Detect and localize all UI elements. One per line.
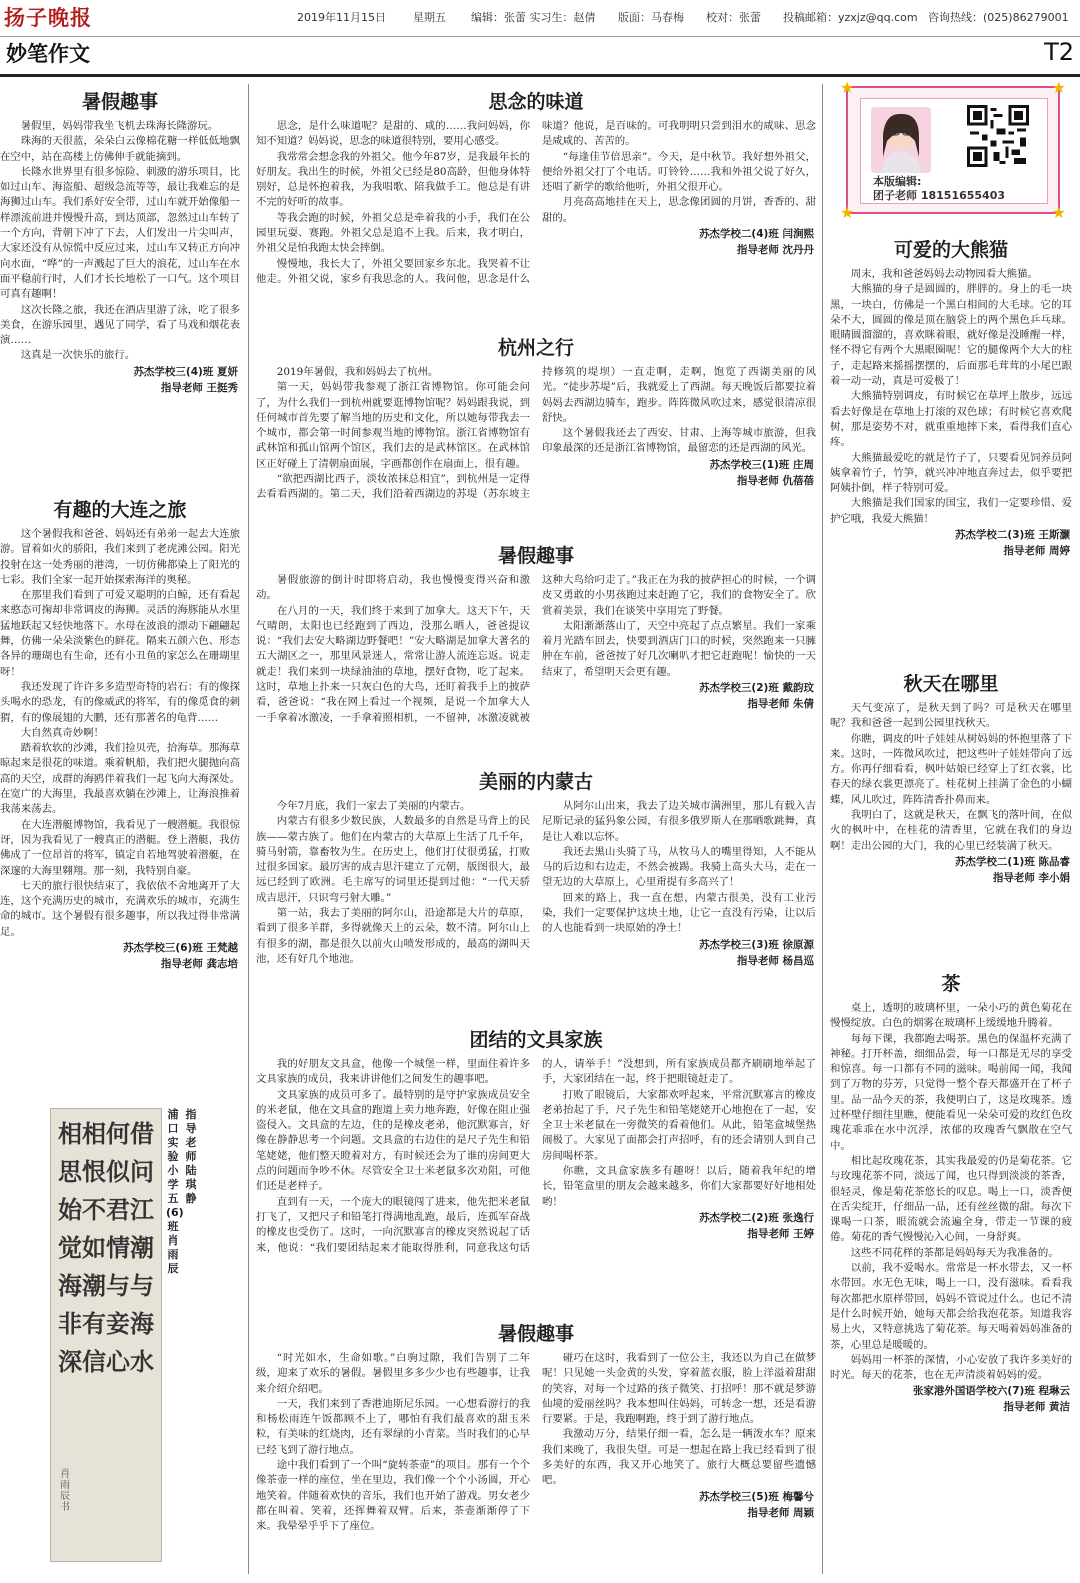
paragraph: 我常常会想念我的外祖父。他今年87岁，是我最年长的好朋友。我出生的时候，外祖父已经是80高龄，但他身体特别好，总是怀抱着我，为我唱歌、陪我做手工。他总是有讲不完的好听的故事。 (256, 150, 530, 209)
paragraph: “时光如水，生命如歌。”白驹过隙，我们告别了二年级，迎来了欢乐的暑假。暑假里多多少少也有些趣事，让我来介绍介绍吧。 (256, 1352, 530, 1395)
author-line: 苏杰学校三(1)班 庄周 (709, 458, 814, 471)
article-body (256, 365, 816, 503)
editor-label: 本版编辑: (873, 175, 922, 188)
paragraph: 每每下课，我都跑去喝茶。黑色的保温杯充满了神秘。打开杯盖，细细品尝，每一口都是无尽的享受和惊喜。每一口都有不同的滋味。喝前闻一闻，我闻到了万物的芬芳，只觉得一整个春天都盛开在了杯子里。品一品今天的茶，我便明白了，这是玫瑰茶。透过杯壁仔细往里瞧，便能看见一朵朵可爱的玫红色玫瑰花乖乖在水中沉浮，浓郁的玫瑰香气飘散在空气中。 (830, 1032, 1072, 1152)
paragraph: 你瞧，文具盒家族多有趣呀！以后，随着我年纪的增长，铅笔盒里的朋友会越来越多，你们大家都要好好地相处哟！ (542, 1165, 816, 1208)
calligraphy-line: 借问江潮与海水 (130, 1119, 154, 1376)
paragraph: 今年7月底，我们一家去了美丽的内蒙古。 (276, 800, 471, 812)
paragraph: 打败了眼镜后，大家都欢呼起来，平常沉默寡言的橡皮老弟抬起了手，尺子先生和铅笔姥姥开心地抱在了一起，安全卫士米老鼠在一旁微笑的看着他们。从此，铅笔盒城堡热闹极了。大家见了面都会打声招呼，有的还会请别人到自己房间喝杯茶。 (542, 1088, 816, 1162)
paragraph: 回来的路上，我一直在想，内蒙古很美，没有工业污染，我们一定要保护这块土地，让它一直没有污染，让以后的人也能看到一块原始的净土！ (542, 891, 816, 935)
article-body (256, 1057, 816, 1256)
issue-weekday: 星期五 (413, 11, 446, 24)
teacher-line: 指导老师 杨昌巡 (736, 954, 814, 967)
article-where-is-autumn (830, 672, 1072, 944)
author-line: 苏杰学校三(4)班 夏妍 (133, 365, 238, 378)
paragraph: 慢慢地，我长大了，外祖父要回家乡东北。我哭着不让他走。外祖父说，家乡有我思念的人。我问他，思念是什么味道？他说，是百味的。可我明明只尝到泪水的咸味、思念是咸咸的、苦苦的。 (256, 120, 816, 285)
paragraph: 这个暑假我还去了西安、甘肃、上海等城市旅游，但我印象最深的还是浙江省博物馆，最留恋的还是西湖的风光。 (542, 427, 816, 455)
paragraph: 这些不同花样的茶都是妈妈每天为我准备的。 (850, 1246, 1059, 1259)
paragraph: 踏着软软的沙滩，我们捡贝壳，拾海草。那海草晾起来是很花的味道。乘着帆船，我们把火腿抛向高高的天空，成群的海鸥伴着我们一起飞向大海深处。在宽广的大海里，我最喜欢躺在沙滩上，让海浪推着我荡来荡去。 (0, 742, 240, 816)
article-stationery-family (256, 1028, 816, 1310)
article-summer-fun-1 (0, 90, 240, 480)
paragraph: 天气变凉了，是秋天到了吗？可是秋天在哪里呢？我和爸爸一起到公园里找秋天。 (830, 702, 1072, 730)
paragraph: 周末，我和爸爸妈妈去动物园看大熊猫。 (850, 268, 1038, 280)
paragraph: 这次长隆之旅，我还在酒店里游了泳，吃了很多美食，在游乐园里，遇见了同学，看了马戏和烟花表演…… (0, 303, 240, 347)
article-title: 暑假趣事 (497, 545, 574, 567)
paragraph: 在那里我们看到了可爱又聪明的白鲸，还有看起来憨态可掬却非常调皮的海狮。灵活的海豚能从水里猛地跃起又轻快地落下。水母在波浪的漂动下翩翩起舞，仿佛一朵朵淡紫色的鲜花。隔来五颜六色、形态各异的珊瑚也有生命，还有小丑鱼的家怎么在珊瑚里呀！ (0, 589, 240, 678)
teacher-line: 指导老师 沈丹丹 (736, 244, 814, 257)
paragraph: 暑假里，妈妈带我坐飞机去珠海长隆游玩。 (20, 120, 219, 132)
hotline: 咨询热线：(025)86279001 (928, 11, 1069, 24)
author-line: 苏杰学校三(6)班 王梵越 (122, 942, 238, 955)
article-title: 可爱的大熊猫 (893, 239, 1008, 261)
article-title: 有趣的大连之旅 (53, 499, 187, 521)
editor-credit: 编辑：张蕾 实习生：赵倩 (471, 11, 596, 24)
article-body (256, 119, 816, 287)
article-body (256, 573, 816, 726)
article-missing-taste (256, 90, 816, 326)
star-icon: ★ (1051, 203, 1066, 222)
paragraph: 2019年暑假，我和妈妈去了杭州。 (276, 366, 439, 378)
paragraph: 途中我们看到了一个叫“旋转茶壶”的项目。那有一个个像茶壶一样的座位，坐在里边，我们像一个个小汤圆，开心地笑着。伴随着欢快的音乐，我们也开始了游戏。男女老少都在叫着、笑着，还挥舞着双臂。后来，茶壶渐渐停了下来。我晕晕乎乎下了座位。 (256, 1459, 530, 1533)
paragraph: 第一天，妈妈带我参观了浙江省博物馆。你可能会问了，为什么我们一到杭州就要逛博物馆呢？妈妈跟我说，到任何城市首先要了解当地的历史和文化，所以她每带我去一个城市，都会第一时间参观当地的博物馆。浙江省博物馆有武林馆和孤山馆两个馆区，我们去的是武林馆区。在武林馆区正好碰上了清朝扇面展，字画都创作在扇面上，很有趣。 (256, 381, 530, 470)
article-giant-panda (830, 238, 1072, 630)
teacher-line: 指导老师 朱倩 (747, 698, 814, 711)
calligraphy-teacher-credit: 指导老师 陆琪静 (185, 1108, 197, 1205)
editor-card-inner (860, 98, 1048, 204)
calligraphy-column-4-holder (24, 1108, 48, 1568)
article-title: 团结的文具家族 (469, 1029, 603, 1051)
calligraphy-student-credit: 浦口实验小学五(6)班 肖雨辰 (166, 1108, 184, 1275)
teacher-line: 指导老师 周婷 (1003, 545, 1070, 558)
paragraph: “每逢佳节倍思亲”。今天，是中秋节。我好想外祖父，便给外祖父打了个电话。叮铃铃……我和外祖父说了好久，还唱了新学的歌给他听，外祖父很开心。 (542, 150, 816, 194)
author-line: 苏杰学校三(2)班 戴韵玟 (698, 682, 814, 695)
header-rule (0, 74, 1080, 77)
article-title: 秋天在哪里 (903, 673, 999, 695)
teacher-line: 指导老师 王挺秀 (160, 381, 238, 394)
author-line: 苏杰学校二(4)班 闫涧熙 (698, 228, 814, 241)
paragraph: 你瞧，调皮的叶子娃娃从树妈妈的怀抱里落了下来。这时，一阵微风吹过，把这些叶子娃娃带向了远方。你再仔细看看，枫叶姑娘已经穿上了红衣裳，比春天的绿衣裳更漂亮了。桂花树上挂满了金色的小蝴蝶，风儿吹过，阵阵清香扑鼻而来。 (830, 732, 1072, 806)
teacher-line: 指导老师 李小娟 (992, 871, 1070, 884)
article-summer-fun-2 (256, 544, 816, 762)
paragraph: 在大连潜艇博物馆，我看见了一艘潜艇。我很惊讶，因为我看见了一艘真正的潜艇。登上潜艇，我仿佛成了一位昂首的将军，镇定自若地驾驶着潜艇，在深邃的大海里翱翔。那一刻，我特别自豪。 (0, 818, 240, 877)
paragraph: 思念，是什么味道呢？是甜的、咸的……我问妈妈，你知不知道？妈妈说，思念的味道很特别，要用心感受。 (256, 120, 530, 148)
column-divider (248, 84, 249, 1574)
paragraph: 我激动万分，结果仔细一看，怎么是一辆泼水车？原来我们来晚了，我很失望。可是一想起在路上我已经看到了很多美好的东西，我又开心地笑了。旅行大概总要留些遗憾吧。 (542, 1428, 816, 1487)
star-icon: ★ (840, 78, 855, 97)
paragraph: 我的好朋友文具盒，他像一个城堡一样，里面住着许多文具家族的成员，我来讲讲他们之间发生的趣事吧。 (256, 1058, 530, 1086)
calligraphy-artwork (50, 1108, 162, 1562)
calligraphy-line: 何似君情与妾心 (106, 1119, 130, 1376)
author-line: 苏杰学校三(3)班 徐原源 (698, 938, 814, 951)
star-icon: ★ (1051, 78, 1066, 97)
paragraph: 大熊猫最爱吃的就是竹子了，只要看见饲养员阿姨拿着竹子，竹笋，就兴冲冲地直奔过去，似乎要把阿姨扑倒，样子特别可爱。 (830, 451, 1072, 495)
editor-card (840, 78, 1066, 222)
paragraph: 珠海的天很蓝，朵朵白云像棉花糖一样低低地飘在空中，站在高楼上仿佛伸手就能摘到。 (0, 135, 240, 163)
calligraphy-line: 相恨不如潮有信 (82, 1119, 106, 1376)
paragraph: 桌上，透明的玻璃杯里，一朵小巧的黄色菊花在慢慢绽放。白色的烟雾在玻璃杯上缓缓地升腾着。 (830, 1002, 1072, 1030)
article-title: 茶 (941, 973, 961, 995)
newspaper-logo: 扬子晚报 (4, 5, 92, 30)
article-title: 暑假趣事 (81, 91, 158, 113)
paragraph: 直到有一天，一个庞大的眼镜闯了进来，他先把米老鼠打飞了，又把尺子和铅笔打得满地乱跑，最后，连孤军奋战的橡皮也受伤了。这时，一向沉默寡言的橡皮突然说起了话来，他说：“我们要团结起来才能取得胜利，同意我这句话的人，请举手！”没想到，所有家族成员都齐刷刷地举起了手，大家团结在一起，终于把眼镜赶走了。 (256, 1058, 816, 1254)
article-body (0, 527, 240, 940)
author-line: 苏杰学校二(1)班 陈品睿 (954, 855, 1070, 868)
paragraph: 第一站，我去了美丽的阿尔山，沿途都是大片的草原，看到了很多羊群，多得就像天上的云朵，数不清。阿尔山上有很多的湖，都是很久以前火山喷发形成的，最高的湖叫天池，还有好几个地池。 (256, 907, 530, 965)
author-line: 苏杰学校二(2)班 张逸行 (698, 1211, 814, 1224)
paragraph: 大熊猫特别调皮，有时候它在草坪上散步，远远看去好像是在草地上打滚的双色球；有时候它喜欢爬树，那是姿势不对，就重重地摔下来，看得我们直心疼。 (830, 390, 1072, 449)
section-title: 妙笔作文 (6, 42, 90, 66)
paragraph: 碰巧在这时，我看到了一位公主，我还以为自己在做梦呢！只见她一头金黄的头发，穿着蓝衣服，脸上洋溢着甜甜的笑容，对每一个过路的孩子微笑、打招呼！那不就是梦游仙境的爱丽丝吗？我本想叫住妈妈，可转念一想，还是看游行要紧。于是，我跑啊跑，终于到了游行地点。 (542, 1352, 816, 1426)
paragraph: 内蒙古有很多少数民族，人数最多的自然是马背上的民族——蒙古族了。他们在内蒙古的大草原上生活了几千年，骑马射箭，靠畜牧为生。在历史上，他们打仗很勇猛，打败过很多国家。最厉害的成吉思汗建立了元朝，版图很大，最远已经到了欧洲。毛主席写的词里还提到过他：“一代天骄成吉思汗，只识弯弓射大雕。” (256, 815, 530, 904)
paragraph: 七天的旅行很快结束了，我依依不舍地离开了大连，这个充满历史的城市，充满欢乐的城市，充满生命的城市。这个暑假有很多趣事，所以我过得非常满足。 (0, 879, 240, 938)
paragraph: 太阳渐渐落山了，天空中亮起了点点繁星。我们一家乘着月光踏车回去，快要到酒店门口的时候，突然跑来一只臃肿在车前，爸爸按了好几次喇叭才把它赶跑呢！愉快的一天结束了，希望明天会更有趣。 (542, 619, 816, 678)
paragraph: 从阿尔山出来，我去了边关城市满洲里，那儿有载入吉尼斯记录的猛犸象公园，有很多俄罗斯人在那晒歌跳舞，真是让人难以忘怀。 (542, 800, 816, 843)
article-title: 美丽的内蒙古 (478, 771, 593, 793)
paragraph: 这个暑假我和爸爸、妈妈还有弟弟一起去大连旅游。冒着如火的骄阳，我们来到了老虎滩公园。阳光投射在这一处秀丽的港湾，一切仿佛都染上了阳光的七彩。我们全家一起开始探索海洋的奥秘。 (0, 528, 240, 586)
teacher-line: 指导老师 龚志培 (160, 958, 238, 971)
article-body (830, 701, 1072, 854)
article-hangzhou-trip (256, 336, 816, 536)
paragraph: “欲把西湖比西子，淡妆浓抹总相宜”，到杭州是一定得去看看西湖的。第二天，我们沿着西湖边的苏堤（苏东坡主持修筑的堤坝）一直走啊，走啊，饱览了西湖美丽的风光。“徒步苏堤”后，我就爱上了西湖。每天晚饭后都要拉着妈妈去西湖边骑车，跑步。阵阵微风吹过来，感觉很清凉很舒快。 (256, 366, 816, 501)
teacher-line: 指导老师 王婷 (747, 1227, 814, 1240)
paragraph: 一天，我们来到了香港迪斯尼乐园。一心想看游行的我和杨松雨连午饭都顾不上了，哪怕有我们最喜欢的甜玉米粒，有美味的红烧肉，还有翠绿的小青菜。当时我们的心早已经飞到了游行地点。 (256, 1397, 530, 1456)
calligraphy-line: 相思始觉海非深 (58, 1119, 82, 1376)
paragraph: 这真是一次快乐的旅行。 (20, 349, 136, 362)
article-tea (830, 972, 1072, 1576)
column-divider (822, 84, 823, 1574)
article-body (830, 267, 1072, 527)
article-title: 暑假趣事 (497, 1323, 574, 1345)
paragraph: 在八月的一天，我们终于来到了加拿大。这天下午，天气晴朗，太阳也已经跑到了西边，没那么晒人，爸爸提议说：“我们去安大略湖边野餐吧！”安大略湖是加拿大著名的五大湖区之一，那里风景迷人，常常让游人流连忘返。说走就走！我们来到一块绿油油的草地，摆好食物，吃了起来。这时，草地上扑来一只灰白色的大鸟，还盯着我手上的披萨看，爸爸说：“我在网上看过一个视频，是说一个加拿大人一手拿着冰激凌，一手拿着照相机，一不留神，冰激凌就被这种大鸟给叼走了。”我正在为我的披萨担心的时候，一个调皮又勇敢的小男孩跑过来赶跑了它，我们的食物安全了。欣赏着美景，我们在谈笑中享用完了野餐。 (256, 574, 816, 724)
article-body (256, 1351, 816, 1535)
editor-avatar (871, 107, 931, 173)
paragraph: 我明白了，这就是秋天，在飘飞的落叶间，在似火的枫叶中，在桂花的清香里，它就在我们的身边啊！走出公园的大门，我的心里已经装满了秋天。 (830, 809, 1072, 852)
article-body (0, 119, 240, 364)
author-line: 张家港外国语学校六(7)班 程琳云 (912, 1385, 1070, 1398)
paragraph: 相比起玫瑰花茶，其实我最爱的仍是菊花茶。它与玫瑰花茶不同，淡远了闻，也只得到淡淡的茶香，很轻灵，像是菊花茶悠长的叹息。喝上一口，淡香便在舌尖绽开，仔细品一品，还有丝丝微的甜。每次下课喝一口茶，眼流就会流遍全身，带走一节课的疲倦。菊花的香气慢慢沁入心间，一身舒爽。 (830, 1154, 1072, 1244)
issue-date: 2019年11月15日 (297, 11, 386, 24)
paragraph: 大自然真奇妙啊！ (20, 726, 104, 739)
paragraph: 我还去黑山头骑了马，从牧马人的嘴里得知，人不能从马的后边和右边走，不然会被踢。我骑上高头大马，走在一望无边的大草原上，心里甭提有多高兴了！ (542, 845, 816, 889)
paragraph: 文具家族的成员可多了。最特别的是守护家族成员安全的米老鼠，他在文具盒的跑道上卖力地奔跑，好像在阻止强盗侵入。文具盒的左边，住的是橡皮老弟，他沉默寡言，好像在静静思考一个问题。文具盒的右边住的是尺子先生和铅笔姥姥，他们整天瞪着对方，有时候还会为了谁的房间更大点的问题而争吵不休。尽管安全卫士米老鼠多次劝阻，可他们还是老样子。 (256, 1088, 530, 1193)
article-summer-fun-3 (256, 1322, 816, 1574)
teacher-line: 指导老师 周颖 (747, 1506, 814, 1519)
paragraph: 长隆水世界里有很多惊险、刺激的游乐项目，比如过山车、海盗船、超级急流等等，最让我难忘的是海狮过山车。我们系好安全带，过山车就开始像船一样漂流前进并慢慢升高，到达顶部，忽然过山车转了一个方向，背朝下冲了下去，人们发出一片尖叫声，大家还没有从惊慌中反应过来，过山车又转正方向冲向水面，“哗”的一声溅起了巨大的浪花，过山车在水面平稳前行时，人们才长长地松了一口气。这个项目可真有趣啊！ (0, 165, 240, 301)
teacher-line: 指导老师 黄洁 (1003, 1401, 1070, 1414)
paragraph: 我还发现了许许多多造型奇特的岩石：有的像探头喝水的恐龙，有的像威武的将军，有的像觅食的刺猬，有的像展翅的大鹏，还有那著名的龟背…… (0, 680, 240, 724)
submission-email: 投稿邮箱：yzxjz@qq.com (783, 11, 918, 24)
proof-credit: 校对：张蕾 (706, 11, 761, 24)
paragraph: 等我会跑的时候，外祖父总是牵着我的小手，我们在公园里玩耍、赛跑。外祖父总是追不上我。后来，我才明白，外祖父是怕我跑太快会摔倒。 (256, 211, 530, 255)
article-dalian-trip (0, 498, 240, 1084)
article-body (830, 1001, 1072, 1383)
layout-credit: 版面：马春梅 (618, 11, 684, 24)
article-title: 杭州之行 (497, 337, 574, 359)
teacher-line: 指导老师 仇蓓蓓 (736, 474, 814, 487)
article-body (256, 799, 816, 969)
page-number: T2 (1044, 38, 1074, 66)
paragraph: 妈妈用一杯茶的深情，小心安放了我许多美好的时光。每天的花茶，也在无声清淡着妈妈的爱。 (830, 1353, 1072, 1382)
author-line: 苏杰学校二(3)班 王斯灏 (954, 529, 1070, 542)
author-line: 苏杰学校三(5)班 梅馨兮 (698, 1490, 814, 1503)
article-title: 思念的味道 (488, 91, 584, 113)
editor-name: 团子老师 18151655403 (873, 189, 1006, 202)
paragraph: 大熊猫是我们国家的国宝，我们一定要珍惜、爱护它哦，我爱大熊猫！ (830, 497, 1072, 525)
calligraphy-signature: 肖雨辰书 (60, 1469, 70, 1513)
paragraph: 大熊猫的身子是圆圆的，胖胖的。身上的毛一块黑，一块白，仿佛是一个黑白相间的大毛球。它的耳朵不大，圆圆的像是顶在脑袋上的两个黑色乒乓球。眼睛圆溜溜的，喜欢眯着眼，就好像是没睡醒一样，怪不得它有两个大黑眼圈呢！它的腿像两个大大的柱子，走起路来摇摇摆摆的，后面那毛茸茸的小尾巴跟着一动一动，真是可爱极了！ (830, 283, 1072, 388)
paragraph: 以前，我不爱喝水。常常是一杯水带去，又一杯水带回。水无色无味，喝上一口，没有滋味。看看我每次都把水原样带回，妈妈不管说过什么。也记不清是什么时候开始，她每天都会给我泡花茶。知道我容易上火，又特意挑选了菊花茶。每天喝着妈妈准备的茶，心里总是暖暖的。 (830, 1262, 1072, 1351)
paragraph: 暑假旅游的倒计时即将启动，我也慢慢变得兴奋和激动。 (256, 574, 530, 602)
star-icon: ★ (840, 203, 855, 222)
qr-code[interactable] (967, 105, 1029, 167)
paragraph: 月亮高高地挂在天上，思念像团圆的月饼，香香的、甜甜的。 (542, 196, 816, 224)
article-inner-mongolia (256, 770, 816, 1020)
